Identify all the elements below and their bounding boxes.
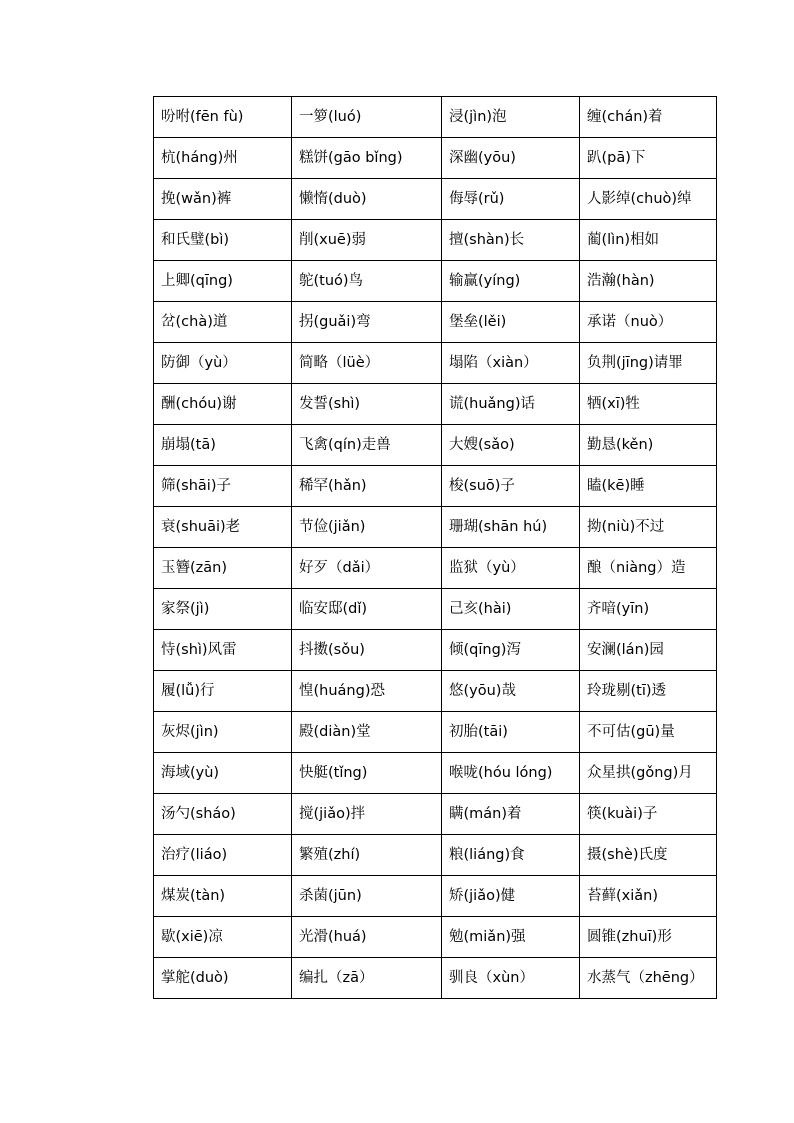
vocab-cell: 圆锥(zhuī)形 (580, 917, 717, 958)
vocab-cell: 简略（lüè） (292, 343, 442, 384)
vocab-cell: 齐喑(yīn) (580, 589, 717, 630)
vocab-cell: 稀罕(hǎn) (292, 466, 442, 507)
vocab-cell: 驯良（xùn） (442, 958, 580, 999)
table-row (154, 261, 717, 302)
vocab-cell: 酿（niàng）造 (580, 548, 717, 589)
vocab-cell: 杀菌(jūn) (292, 876, 442, 917)
vocab-cell: 一箩(luó) (292, 97, 442, 138)
vocab-cell: 擅(shàn)长 (442, 220, 580, 261)
vocab-cell: 飞禽(qín)走兽 (292, 425, 442, 466)
vocab-cell: 上卿(qīng) (154, 261, 292, 302)
table-row (154, 630, 717, 671)
table-row (154, 589, 717, 630)
table-row (154, 794, 717, 835)
table-row (154, 220, 717, 261)
vocab-cell: 苔藓(xiǎn) (580, 876, 717, 917)
vocab-cell: 削(xuē)弱 (292, 220, 442, 261)
vocab-cell: 和氏璧(bì) (154, 220, 292, 261)
table-row (154, 712, 717, 753)
vocab-cell: 侮辱(rǔ) (442, 179, 580, 220)
vocab-cell: 初胎(tāi) (442, 712, 580, 753)
vocab-cell: 懒惰(duò) (292, 179, 442, 220)
vocab-cell: 发誓(shì) (292, 384, 442, 425)
table-row (154, 835, 717, 876)
vocab-cell: 瞒(mán)着 (442, 794, 580, 835)
vocab-cell: 恃(shì)风雷 (154, 630, 292, 671)
table-row (154, 138, 717, 179)
vocab-cell: 缠(chán)着 (580, 97, 717, 138)
vocab-cell: 众星拱(gǒng)月 (580, 753, 717, 794)
vocab-cell: 塌陷（xiàn） (442, 343, 580, 384)
vocabulary-table-body (154, 97, 717, 999)
vocab-cell: 蔺(lìn)相如 (580, 220, 717, 261)
table-row (154, 753, 717, 794)
vocab-cell: 安澜(lán)园 (580, 630, 717, 671)
vocab-cell: 灰烬(jìn) (154, 712, 292, 753)
vocab-cell: 浸(jìn)泡 (442, 97, 580, 138)
vocab-cell: 不可估(gū)量 (580, 712, 717, 753)
vocab-cell: 摄(shè)氏度 (580, 835, 717, 876)
vocab-cell: 吩咐(fēn fù) (154, 97, 292, 138)
vocab-cell: 防御（yù） (154, 343, 292, 384)
vocab-cell: 糕饼(gāo bǐng) (292, 138, 442, 179)
table-row (154, 343, 717, 384)
vocab-cell: 瞌(kē)睡 (580, 466, 717, 507)
vocab-cell: 繁殖(zhí) (292, 835, 442, 876)
vocab-cell: 杭(háng)州 (154, 138, 292, 179)
vocab-cell: 玉簪(zān) (154, 548, 292, 589)
vocab-cell: 深幽(yōu) (442, 138, 580, 179)
vocab-cell: 勉(miǎn)强 (442, 917, 580, 958)
vocab-cell: 堡垒(lěi) (442, 302, 580, 343)
vocab-cell: 梭(suō)子 (442, 466, 580, 507)
vocab-cell: 拐(guǎi)弯 (292, 302, 442, 343)
vocab-cell: 挽(wǎn)裤 (154, 179, 292, 220)
vocab-cell: 矫(jiǎo)健 (442, 876, 580, 917)
vocab-cell: 衰(shuāi)老 (154, 507, 292, 548)
vocab-cell: 监狱（yù） (442, 548, 580, 589)
vocab-cell: 鸵(tuó)鸟 (292, 261, 442, 302)
vocab-cell: 岔(chà)道 (154, 302, 292, 343)
vocab-cell: 筷(kuài)子 (580, 794, 717, 835)
vocab-cell: 趴(pā)下 (580, 138, 717, 179)
vocab-cell: 歇(xiē)凉 (154, 917, 292, 958)
vocab-cell: 人影绰(chuò)绰 (580, 179, 717, 220)
vocab-cell: 拗(niù)不过 (580, 507, 717, 548)
vocab-cell: 大嫂(sǎo) (442, 425, 580, 466)
vocab-cell: 光滑(huá) (292, 917, 442, 958)
table-row (154, 302, 717, 343)
vocab-cell: 煤炭(tàn) (154, 876, 292, 917)
vocab-cell: 谎(huǎng)话 (442, 384, 580, 425)
vocab-cell: 负荆(jīng)请罪 (580, 343, 717, 384)
table-row (154, 384, 717, 425)
table-row (154, 507, 717, 548)
vocab-cell: 筛(shāi)子 (154, 466, 292, 507)
table-row (154, 425, 717, 466)
vocab-cell: 抖擞(sǒu) (292, 630, 442, 671)
vocab-cell: 好歹（dǎi） (292, 548, 442, 589)
vocab-cell: 水蒸气（zhēng） (580, 958, 717, 999)
vocab-cell: 治疗(liáo) (154, 835, 292, 876)
vocab-cell: 承诺（nuò） (580, 302, 717, 343)
vocab-cell: 殿(diàn)堂 (292, 712, 442, 753)
vocab-cell: 汤勺(sháo) (154, 794, 292, 835)
vocab-cell: 编扎（zā） (292, 958, 442, 999)
vocab-cell: 履(lǚ)行 (154, 671, 292, 712)
vocabulary-table (153, 96, 717, 999)
vocab-cell: 珊瑚(shān hú) (442, 507, 580, 548)
table-row (154, 876, 717, 917)
vocab-cell: 掌舵(duò) (154, 958, 292, 999)
vocab-cell: 喉咙(hóu lóng) (442, 753, 580, 794)
vocab-cell: 酬(chóu)谢 (154, 384, 292, 425)
vocab-cell: 临安邸(dǐ) (292, 589, 442, 630)
table-row (154, 179, 717, 220)
table-row (154, 548, 717, 589)
table-row (154, 671, 717, 712)
vocab-cell: 玲珑剔(tī)透 (580, 671, 717, 712)
table-row (154, 97, 717, 138)
vocab-cell: 崩塌(tā) (154, 425, 292, 466)
vocab-cell: 快艇(tǐng) (292, 753, 442, 794)
vocab-cell: 家祭(jì) (154, 589, 292, 630)
table-row (154, 466, 717, 507)
vocab-cell: 己亥(hài) (442, 589, 580, 630)
vocab-cell: 输赢(yíng) (442, 261, 580, 302)
vocab-cell: 海域(yù) (154, 753, 292, 794)
table-row (154, 958, 717, 999)
vocab-cell: 悠(yōu)哉 (442, 671, 580, 712)
table-row (154, 917, 717, 958)
vocab-cell: 浩瀚(hàn) (580, 261, 717, 302)
vocab-cell: 牺(xī)牲 (580, 384, 717, 425)
vocab-cell: 勤恳(kěn) (580, 425, 717, 466)
vocab-cell: 粮(liáng)食 (442, 835, 580, 876)
vocab-cell: 搅(jiǎo)拌 (292, 794, 442, 835)
vocab-cell: 倾(qīng)泻 (442, 630, 580, 671)
vocab-cell: 节俭(jiǎn) (292, 507, 442, 548)
vocab-cell: 惶(huáng)恐 (292, 671, 442, 712)
